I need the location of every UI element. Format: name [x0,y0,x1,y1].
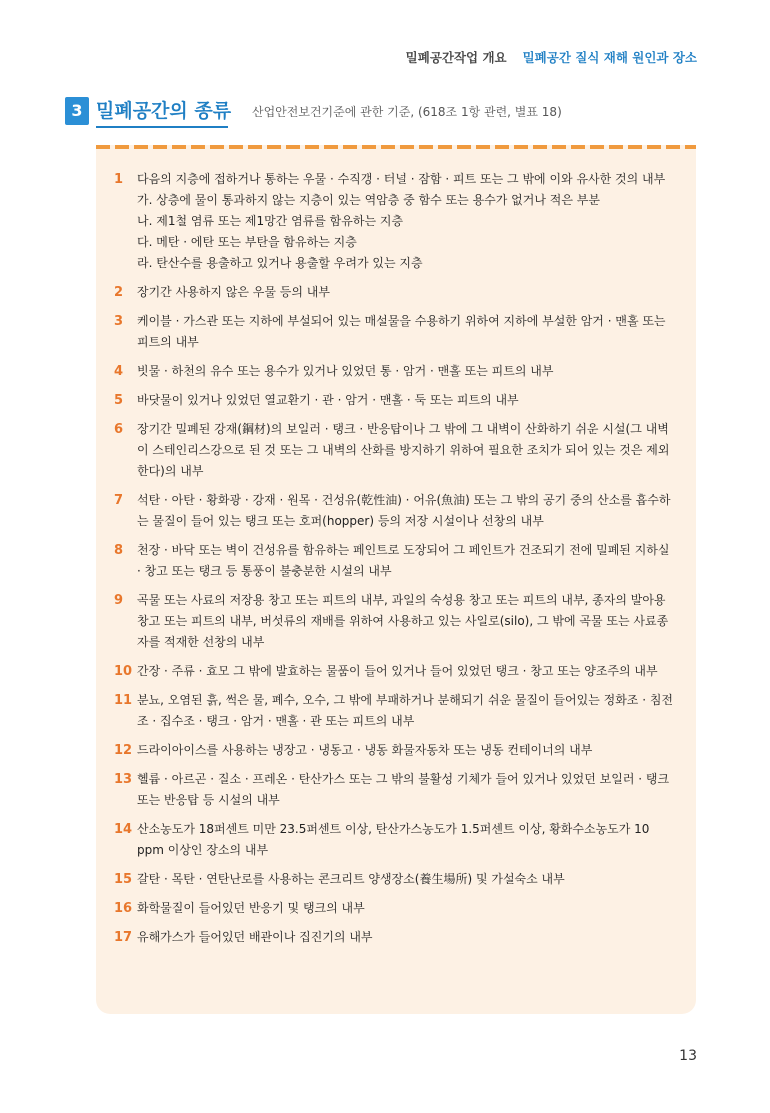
list-item [114,169,674,274]
section-title: 밀폐공간의 종류 [96,100,232,122]
section-number-badge: 3 [65,97,89,125]
sub-list [137,190,674,274]
list-item [114,282,674,303]
list-item [114,590,674,653]
item-number: 3 [114,314,124,329]
item-number: 10 [114,664,133,679]
item-text: 간장 · 주류 · 효모 그 밖에 발효하는 물품이 들어 있거나 들어 있었던 탱크 · 창고 또는 양조주의 내부 [137,664,658,678]
item-body [137,690,674,732]
item-body [137,282,674,303]
list-item [114,927,674,948]
running-header [406,48,697,66]
sub-item: 다. 메탄 · 에탄 또는 부탄을 함유하는 지층 [137,235,357,249]
item-text: 산소농도가 18퍼센트 미만 23.5퍼센트 이상, 탄산가스농도가 1.5퍼센트 이상, 황화수소농도가 10 ppm 이상인 장소의 내부 [137,822,650,857]
list-item [114,490,674,532]
item-text: 유해가스가 들어있던 배관이나 집진기의 내부 [137,930,373,944]
item-text: 빗물 · 하천의 유수 또는 용수가 있거나 있었던 통 · 암거 · 맨홀 또는 피트의 내부 [137,364,554,378]
page-number: 13 [679,1048,697,1064]
item-body [137,419,674,482]
item-body [137,540,674,582]
list-item [114,311,674,353]
item-body [137,869,674,890]
item-number: 6 [114,422,124,437]
item-text: 장기간 밀폐된 강재(鋼材)의 보일러 · 탱크 · 반응탑이나 그 밖에 그 내벽이 산화하기 쉬운 시설(그 내벽이 스테인리스강으로 된 것 또는 그 내벽의 산화를 방지하기 위하여 필요한 조치가 되어 있는 것은 제외한다)의 내부 [137,422,670,478]
section-header [65,97,700,131]
list-item [114,661,674,682]
list-item [114,390,674,411]
list-item [114,898,674,919]
item-body [137,819,674,861]
item-text: 석탄 · 아탄 · 황화광 · 강재 · 원목 · 건성유(乾性油) · 어유(魚油) 또는 그 밖의 공기 중의 산소를 흡수하는 물질이 들어 있는 탱크 또는 호퍼(hopper) 등의 저장 시설이나 선창의 내부 [137,493,671,528]
item-text: 분뇨, 오염된 흙, 썩은 물, 폐수, 오수, 그 밖에 부패하거나 분해되기 쉬운 물질이 들어있는 정화조 · 침전조 · 집수조 · 탱크 · 암거 · 맨홀 · 관 또는 피트의 내부 [137,693,674,728]
section-note: 산업안전보건기준에 관한 기준, (618조 1항 관련, 별표 18) [252,105,562,119]
item-text: 화학물질이 들어있던 반응기 및 탱크의 내부 [137,901,365,915]
item-body [137,311,674,353]
sub-item: 가. 상층에 물이 통과하지 않는 지층이 있는 역암층 중 함수 또는 용수가 없거나 적은 부분 [137,193,600,207]
list-item [114,769,674,811]
sub-item: 나. 제1철 염류 또는 제1망간 염류를 함유하는 지층 [137,214,404,228]
item-number: 16 [114,901,133,916]
list-item [114,361,674,382]
item-number: 15 [114,872,133,887]
item-number: 7 [114,493,124,508]
item-number: 5 [114,393,124,408]
item-body [137,169,674,274]
item-number: 8 [114,543,124,558]
running-header-main: 밀폐공간작업 개요 [405,50,507,65]
item-number: 4 [114,364,124,379]
item-number: 13 [114,772,133,787]
list-item [114,869,674,890]
list-item [114,740,674,761]
item-body [137,361,674,382]
item-text: 드라이아이스를 사용하는 냉장고 · 냉동고 · 냉동 화물자동차 또는 냉동 컨테이너의 내부 [137,743,593,757]
content-box [96,145,696,1014]
item-text: 천장 · 바닥 또는 벽이 건성유를 함유하는 페인트로 도장되어 그 페인트가 건조되기 전에 밀폐된 지하실 · 창고 또는 탱크 등 통풍이 불충분한 시설의 내부 [137,543,670,578]
item-text: 바닷물이 있거나 있었던 열교환기 · 관 · 암거 · 맨홀 · 둑 또는 피트의 내부 [137,393,519,407]
list-item [114,819,674,861]
list-item [114,419,674,482]
item-text: 갈탄 · 목탄 · 연탄난로를 사용하는 콘크리트 양생장소(養生場所) 및 가설숙소 내부 [137,872,565,886]
item-body [137,927,674,948]
item-body [137,740,674,761]
item-body [137,898,674,919]
list-item [114,690,674,732]
item-body [137,590,674,653]
item-number: 9 [114,593,124,608]
list-item [114,540,674,582]
item-body [137,490,674,532]
item-number: 1 [114,172,124,187]
item-body [137,769,674,811]
item-number: 11 [114,693,133,708]
section-title-underline [96,126,228,128]
item-body [137,661,674,682]
item-text: 곡물 또는 사료의 저장용 창고 또는 피트의 내부, 과일의 숙성용 창고 또는 피트의 내부, 종자의 발아용 창고 또는 피트의 내부, 버섯류의 재배를 위하여 사용하고 있는 사일로(silo), 그 밖에 곡물 또는 사료종자를 적재한 선창의 내부 [137,593,669,649]
item-text: 케이블 · 가스관 또는 지하에 부설되어 있는 매설물을 수용하기 위하여 지하에 부설한 암거 · 맨홀 또는 피트의 내부 [137,314,666,349]
item-body [137,390,674,411]
sub-item: 라. 탄산수를 용출하고 있거나 용출할 우려가 있는 지층 [137,256,423,270]
item-number: 14 [114,822,133,837]
item-text: 장기간 사용하지 않은 우물 등의 내부 [137,285,330,299]
item-text: 다음의 지층에 접하거나 통하는 우물 · 수직갱 · 터널 · 잠함 · 피트 또는 그 밖에 이와 유사한 것의 내부 [137,172,666,186]
item-text: 헬륨 · 아르곤 · 질소 · 프레온 · 탄산가스 또는 그 밖의 불활성 기체가 들어 있거나 있었던 보일러 · 탱크 또는 반응탑 등 시설의 내부 [137,772,670,807]
running-header-sub: 밀폐공간 질식 재해 원인과 장소 [522,50,697,65]
item-number: 17 [114,930,133,945]
confined-space-list [96,149,696,948]
item-number: 2 [114,285,124,300]
item-number: 12 [114,743,133,758]
